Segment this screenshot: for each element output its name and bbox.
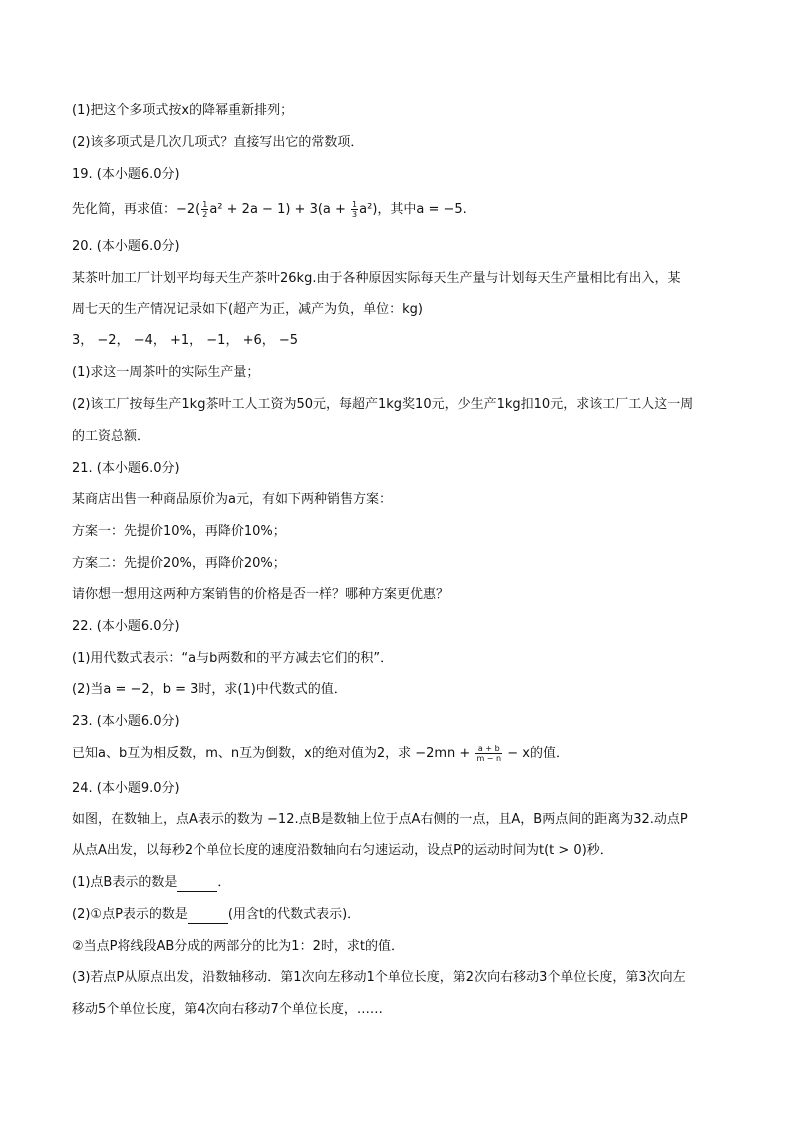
q20-text-2: 周七天的生产情况记录如下(超产为正，减产为负，单位：kg) bbox=[72, 302, 423, 317]
q23-text bbox=[72, 744, 732, 763]
q21-text-1: 某商店出售一种商品原价为a元，有如下两种销售方案： bbox=[72, 492, 392, 507]
fraction-denominator: 3 bbox=[352, 210, 358, 219]
q19-text-c: a²)，其中a = −5. bbox=[359, 202, 467, 217]
q24-heading: 24. (本小题9.0分) bbox=[72, 781, 180, 796]
q21-text-2: 方案一：先提价10%，再降价10%； bbox=[72, 524, 286, 539]
answer-blank bbox=[177, 877, 217, 892]
q21-text-4: 请你想一想用这两种方案销售的价格是否一样？哪种方案更优惠？ bbox=[72, 587, 450, 602]
q24-part2-1a: (2)①点P表示的数是 bbox=[72, 907, 188, 922]
q22-part2: (2)当a = −2，b = 3时，求(1)中代数式的值． bbox=[72, 682, 347, 697]
q18-part2: (2)该多项式是几次几项式？直接写出它的常数项． bbox=[72, 135, 364, 150]
answer-blank bbox=[188, 909, 228, 924]
fraction-numerator: 1 bbox=[202, 200, 208, 209]
fraction-ab-over-mn bbox=[475, 744, 502, 763]
q20-text-1: 某茶叶加工厂计划平均每天生产茶叶26kg.由于各种原因实际每天生产量与计划每天生产量相比有出入，某 bbox=[72, 271, 681, 286]
q23-text-b: − x的值． bbox=[503, 746, 569, 761]
q20-part1: (1)求这一周茶叶的实际生产量； bbox=[72, 365, 260, 380]
q19-heading: 19. (本小题6.0分) bbox=[72, 167, 180, 182]
q24-text-2: 从点A出发，以每秒2个单位长度的速度沿数轴向右匀速运动，设点P的运动时间为t(t > 0)秒． bbox=[72, 843, 613, 858]
q21-text-3: 方案二：先提价20%，再降价20%； bbox=[72, 556, 286, 571]
q18-part1: (1)把这个多项式按x的降幂重新排列； bbox=[72, 103, 294, 118]
q20-part2-line1: (2)该工厂按每生产1kg茶叶工人工资为50元，每超产1kg奖10元，少生产1kg扣10元，求该工厂工人这一周 bbox=[72, 397, 694, 412]
q23-text-a: 已知a、b互为相反数，m、n互为倒数，x的绝对值为2，求 −2mn + bbox=[72, 746, 475, 761]
fraction-numerator: 1 bbox=[352, 200, 358, 209]
fraction-one-third bbox=[351, 200, 358, 219]
q24-part1-b: ． bbox=[217, 875, 231, 890]
q24-part3-line2: 移动5个单位长度，第4次向右移动7个单位长度，…… bbox=[72, 1002, 383, 1017]
fraction-denominator: m − n bbox=[476, 754, 502, 763]
q19-text-b: a² + 2a − 1) + 3(a + bbox=[209, 202, 351, 217]
q24-text-1: 如图，在数轴上，点A表示的数为 −12.点B是数轴上位于点A右侧的一点，且A，B两点间的距离为32.动点P bbox=[72, 812, 688, 827]
q19-text bbox=[72, 200, 732, 219]
q20-part2-line2: 的工资总额． bbox=[72, 429, 151, 444]
q24-part2-1b: (用含t的代数式表示)． bbox=[227, 907, 361, 922]
q23-heading: 23. (本小题6.0分) bbox=[72, 714, 180, 729]
q21-heading: 21. (本小题6.0分) bbox=[72, 461, 180, 476]
q24-part2-2: ②当点P将线段AB分成的两部分的比为1：2时，求t的值． bbox=[72, 939, 404, 954]
q22-part1: (1)用代数式表示：“a与b两数和的平方减去它们的积”． bbox=[72, 651, 394, 666]
q20-data: 3， −2， −4， +1， −1， +6， −5 bbox=[72, 333, 299, 348]
fraction-numerator: a + b bbox=[475, 744, 502, 754]
q19-text-a: 先化简，再求值：−2( bbox=[72, 202, 201, 217]
q20-heading: 20. (本小题6.0分) bbox=[72, 239, 180, 254]
q24-part1-a: (1)点B表示的数是 bbox=[72, 875, 178, 890]
fraction-denominator: 2 bbox=[202, 210, 208, 219]
q24-part1 bbox=[72, 874, 732, 892]
fraction-one-half bbox=[201, 200, 208, 219]
q24-part2-1 bbox=[72, 906, 732, 924]
q22-heading: 22. (本小题6.0分) bbox=[72, 619, 180, 634]
q24-part3-line1: (3)若点P从原点出发，沿数轴移动．第1次向左移动1个单位长度，第2次向右移动3个单位长度，第3次向左 bbox=[72, 970, 686, 985]
